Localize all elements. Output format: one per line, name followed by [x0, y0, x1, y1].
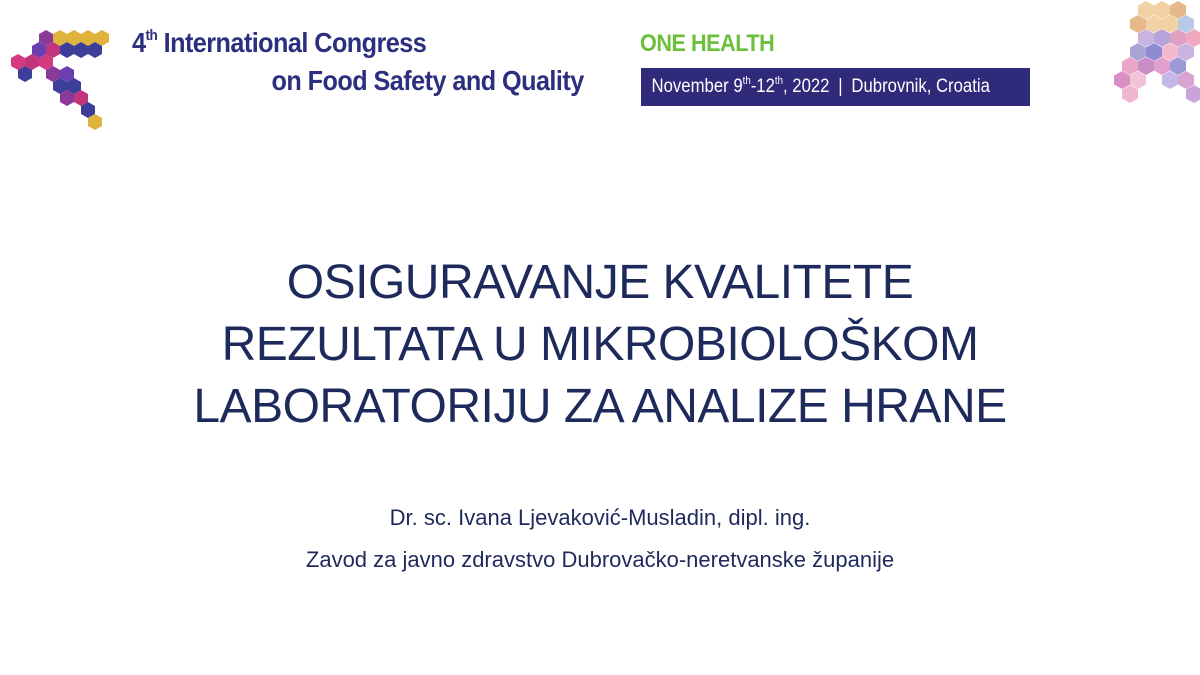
- date-year: , 2022: [782, 76, 830, 97]
- tagline-one-health: ONE HEALTH: [640, 30, 775, 57]
- congress-line-1: International Congress: [163, 27, 427, 58]
- title-line-1: OSIGURAVANJE KVALITETE: [286, 256, 914, 309]
- slide-title: [100, 252, 1100, 438]
- author-name: Dr. sc. Ivana Ljevaković-Musladin, dipl. ing.: [389, 505, 811, 530]
- congress-ordinal-suffix: th: [145, 27, 158, 44]
- date-start-suffix: th: [742, 75, 751, 87]
- hexagon-logo-left: [0, 10, 125, 135]
- author-institution: Zavod za javno zdravstvo Dubrovačko-neretvanske županije: [305, 547, 895, 572]
- date-location-bar: [641, 68, 1030, 106]
- date-separator: |: [838, 76, 843, 97]
- title-line-2: REZULTATA U MIKROBIOLOŠKOM: [221, 318, 979, 371]
- date-end-suffix: th: [774, 75, 783, 87]
- congress-line-2: on Food Safety and Quality: [271, 65, 584, 96]
- event-location: Dubrovnik, Croatia: [851, 76, 990, 97]
- title-line-3: LABORATORIJU ZA ANALIZE HRANE: [193, 380, 1007, 433]
- congress-ordinal: 4: [132, 27, 146, 58]
- date-end: -12: [750, 76, 775, 97]
- congress-name: [132, 24, 636, 100]
- date-start: November 9: [651, 76, 743, 97]
- hexagon-logo-right: [1100, 0, 1200, 110]
